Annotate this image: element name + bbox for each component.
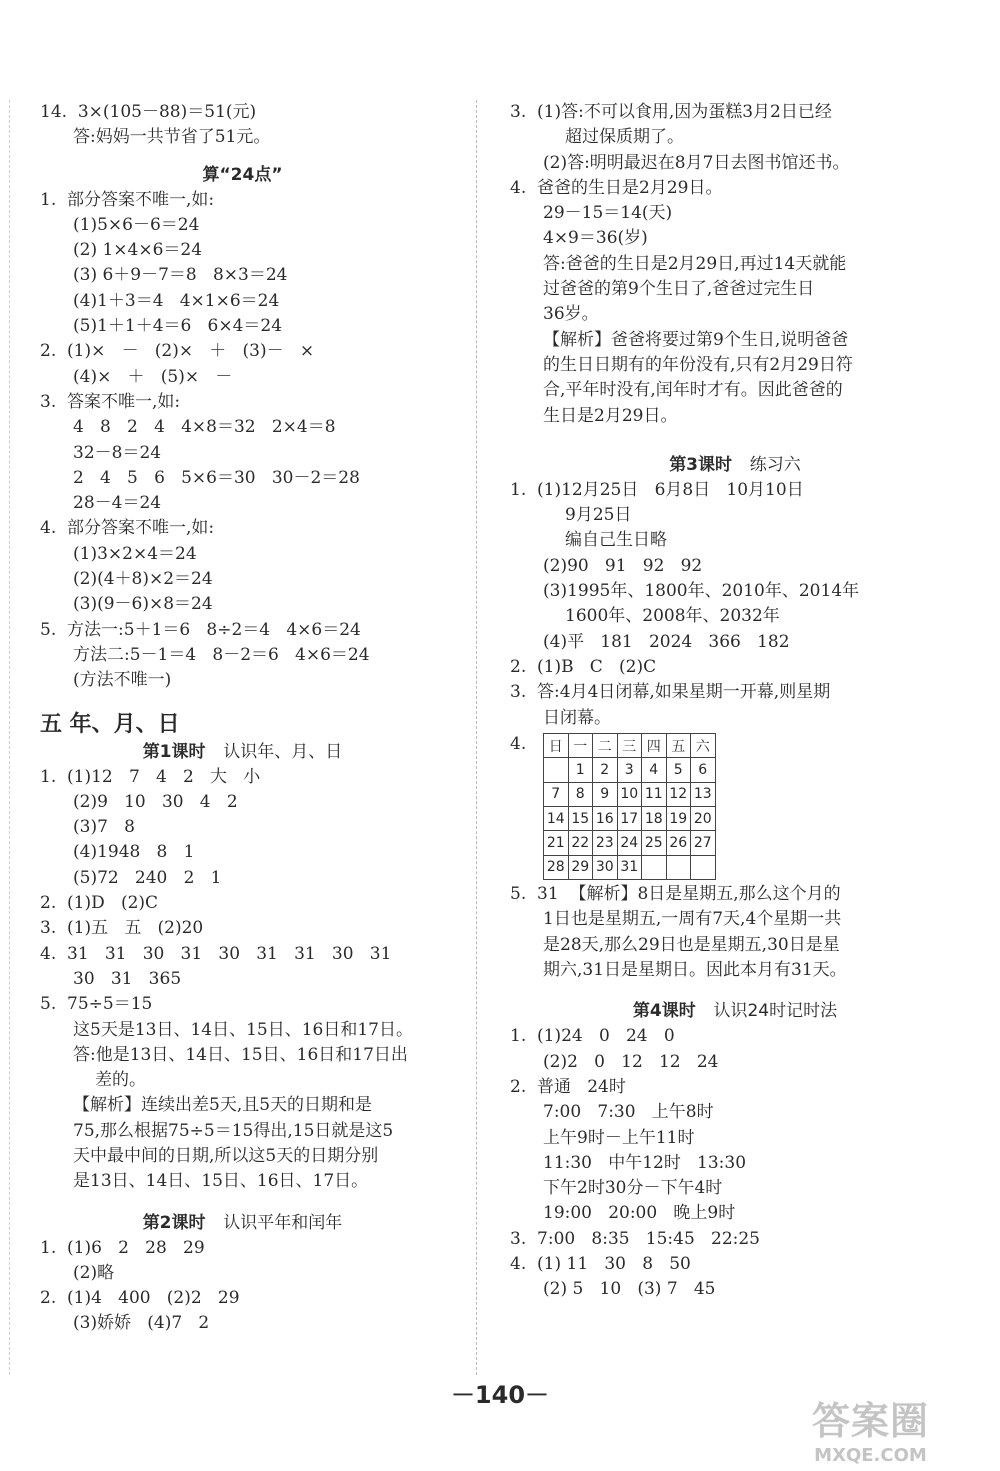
calendar-day-cell: 21 [544,831,569,855]
answer-line: 这5天是13日、14日、15日、16日和17日。 [73,1019,413,1040]
answer-line: 答:他是13日、14日、15日、16日和17日出 [73,1044,408,1065]
lesson-1-heading [40,740,445,765]
answer-line: 超过保质期了。 [565,127,684,148]
answer-line: (2)(4＋8)×2＝24 [73,569,213,590]
calendar-day-cell [691,855,716,879]
column-divider [476,100,477,1375]
lesson-4-title: 第4课时 [632,1001,696,1022]
answer-line: 9月25日 [565,505,632,526]
analysis-line: 期六,31日是星期日。因此本月有31天。 [543,960,847,981]
watermark-logo [812,1390,929,1466]
answer-line: 日闭幕。 [543,707,611,728]
answer-line: 7:00 7:30 上午8时 [543,1102,714,1123]
calendar-day-cell: 1 [568,758,593,782]
answer-line: 下午2时30分－下午4时 [543,1178,723,1199]
watermark-text: 答案圈 [812,1399,930,1443]
weekday-header-cell: 六 [691,733,716,757]
calendar-day-cell: 26 [666,831,691,855]
answer-line: (2) 5 10 (3) 7 45 [543,1279,716,1300]
calendar-day-cell: 3 [617,758,642,782]
answer-line: 1600年、2008年、2032年 [565,606,780,627]
weekday-header-cell: 二 [593,733,618,757]
calendar-day-cell: 30 [593,855,618,879]
answer-line: (1)3×2×4＝24 [73,543,197,564]
lesson-4-subtitle: 认识24时记时法 [713,1001,838,1022]
calendar-answer [510,733,960,880]
answer-line: 2. (1)D (2)C [40,893,159,914]
answer-line: 28－4＝24 [73,493,162,514]
answer-line: 答:爸爸的生日是2月29日,再过14天就能 [543,253,847,274]
calendar-day-cell: 17 [617,807,642,831]
answer-line: 19:00 20:00 晚上9时 [543,1203,736,1224]
answer-line: (3)(9－6)×8＝24 [73,594,213,615]
answer-line: 3. (1)五 五 (2)20 [40,918,204,939]
analysis-line: 是28天,那么29日也是星期五,30日是星 [543,934,840,955]
calendar-week-row [544,782,716,806]
calendar-day-cell: 4 [642,758,667,782]
answer-line: 2. (1)B C (2)C [510,656,657,677]
answer-line: 4. 31 31 30 31 30 31 31 30 31 [40,943,392,964]
right-column [510,100,960,1303]
lesson-1-title: 第1课时 [142,741,206,762]
page-number: －140－ [450,1381,550,1409]
answer-line: 2 4 5 6 5×6＝30 30－2＝28 [73,467,360,488]
lesson-3-title: 第3课时 [669,454,733,475]
answer-line: (5)1＋1＋4＝6 6×4＝24 [73,316,283,337]
lesson-3-heading [510,453,960,478]
answer-line: 3. 答:4月4日闭幕,如果星期一开幕,则星期 [510,682,831,703]
calendar-day-cell: 2 [593,758,618,782]
weekday-header-cell: 三 [617,733,642,757]
answer-line: (4)平 181 2024 366 182 [543,631,790,652]
answer-line: 4. (1) 11 30 8 50 [510,1254,691,1275]
calendar-week-row [544,807,716,831]
weekday-header-cell: 日 [544,733,569,757]
analysis-line: 【解析】连续出差5天,且5天的日期和是 [73,1095,373,1116]
answer-line: 过爸爸的第9个生日了,爸爸过完生日 [543,279,815,300]
answer-line: (5)72 240 2 1 [73,867,222,888]
answer-line: 4. 部分答案不唯一,如: [40,518,215,539]
calendar-day-cell: 24 [617,831,642,855]
answer-line: 3. 7:00 8:35 15:45 22:25 [510,1228,760,1249]
analysis-line: 1日也是星期五,一周有7天,4个星期一共 [543,909,842,930]
calendar-day-cell: 12 [666,782,691,806]
calendar-day-cell: 19 [666,807,691,831]
analysis-line: 的生日日期有的年份没有,只有2月29日符 [543,354,853,375]
analysis-line: 生日是2月29日。 [543,405,678,426]
answer-line: (4)× ＋ (5)× － [73,366,233,387]
calendar-day-cell: 13 [691,782,716,806]
answer-line: (2)略 [73,1262,115,1283]
answer-line: 4×9＝36(岁) [543,228,648,249]
answer-line: 1. (1)12月25日 6月8日 10月10日 [510,479,804,500]
answer-line: 30 31 365 [73,968,182,989]
answer-line: 2. (1)4 400 (2)2 29 [40,1288,240,1309]
lesson-2-title: 第2课时 [142,1212,206,1233]
weekday-header-cell: 一 [568,733,593,757]
left-margin-rule [9,100,10,1375]
answer-line: 1. 部分答案不唯一,如: [40,189,215,210]
weekday-header-cell: 五 [666,733,691,757]
answer-line: 1. (1)24 0 24 0 [510,1026,675,1047]
answer-line: (3) 6＋9－7＝8 8×3＝24 [73,265,288,286]
answer-line: 14. 3×(105－88)＝51(元) [40,102,257,122]
calendar-day-cell: 28 [544,855,569,879]
left-column [40,100,445,1337]
answer-line: 答:妈妈一共节省了51元。 [73,127,271,148]
answer-line: 5. 31 【解析】8日是星期五,那么这个月的 [510,884,841,905]
analysis-line: 【解析】爸爸将要过第9个生日,说明爸爸 [543,329,849,350]
question-number: 4. [510,733,527,754]
answer-line: 1. (1)12 7 4 2 大 小 [40,766,261,787]
answer-line: 4 8 2 4 4×8＝32 2×4＝8 [73,417,336,438]
answer-line: 36岁。 [543,304,599,325]
calendar-day-cell: 14 [544,807,569,831]
answer-line: 3. (1)答:不可以食用,因为蛋糕3月2日已经 [510,102,832,122]
answer-line: 1. (1)6 2 28 29 [40,1237,205,1258]
analysis-line: 合,平年时没有,闰年时才有。因此爸爸的 [543,380,843,401]
calendar-day-cell: 8 [568,782,593,806]
calendar-day-cell: 6 [691,758,716,782]
answer-line: (3)娇娇 (4)7 2 [73,1313,210,1334]
calendar-week-row [544,855,716,879]
answer-line: 4. 爸爸的生日是2月29日。 [510,177,723,198]
answer-line: (3)1995年、1800年、2010年、2014年 [543,581,860,602]
calendar-week-row [544,758,716,782]
lesson-4-heading [510,999,960,1024]
calendar-day-cell [666,855,691,879]
answer-line: 2. (1)× － (2)× ＋ (3)－ × [40,341,315,362]
calendar-week-row [544,831,716,855]
answer-line: (4)1＋3＝4 4×1×6＝24 [73,290,280,311]
calendar-day-cell: 9 [593,782,618,806]
answer-line: 11:30 中午12时 13:30 [543,1152,747,1173]
calendar-grid [543,733,716,880]
lesson-2-subtitle: 认识平年和闰年 [223,1212,343,1233]
answer-line: (4)1948 8 1 [73,842,195,863]
calendar-day-cell: 18 [642,807,667,831]
lesson-3-subtitle: 练习六 [749,454,801,475]
calendar-day-cell [544,758,569,782]
calendar-day-cell: 22 [568,831,593,855]
answer-line: (3)7 8 [73,817,135,838]
analysis-line: 是13日、14日、15日、16日、17日。 [73,1171,369,1192]
answer-line: (方法不唯一) [73,670,172,691]
calendar-day-cell [642,855,667,879]
calendar-day-cell: 23 [593,831,618,855]
answer-line: 上午9时－上午11时 [543,1127,695,1148]
calendar-day-cell: 29 [568,855,593,879]
answer-line: 2. 普通 24时 [510,1076,626,1097]
answer-line: (2)2 0 12 12 24 [543,1051,719,1072]
chapter-title: 五 年、月、日 [40,711,180,737]
calendar-day-cell: 5 [666,758,691,782]
analysis-line: 75,那么根据75÷5＝15得出,15日就是这5 [73,1120,394,1141]
lesson-1-subtitle: 认识年、月、日 [223,741,343,762]
answer-line: 5. 方法一:5＋1＝6 8÷2＝4 4×6＝24 [40,619,361,640]
calendar-day-cell: 25 [642,831,667,855]
answer-line: (2) 1×4×6＝24 [73,240,203,261]
calendar-day-cell: 31 [617,855,642,879]
lesson-2-heading [40,1211,445,1236]
calendar-day-cell: 10 [617,782,642,806]
weekday-header-cell: 四 [642,733,667,757]
section-title-24-points: 算“24点” [202,164,283,185]
answer-line: (2)9 10 30 4 2 [73,791,238,812]
calendar-day-cell: 16 [593,807,618,831]
answer-line: 32－8＝24 [73,442,162,463]
answer-line: 3. 答案不唯一,如: [40,391,181,412]
answer-line: 29－15＝14(天) [543,203,673,224]
answer-line: 方法二:5－1＝4 8－2＝6 4×6＝24 [73,644,370,665]
answer-line: 差的。 [95,1070,146,1091]
answer-line: (2)90 91 92 92 [543,555,703,576]
calendar-day-cell: 27 [691,831,716,855]
calendar-header-row [544,733,716,757]
calendar-day-cell: 15 [568,807,593,831]
answer-line: (1)5×6－6＝24 [73,214,200,235]
calendar-day-cell: 20 [691,807,716,831]
calendar-day-cell: 7 [544,782,569,806]
watermark-url: MXQE.COM [814,1445,927,1466]
answer-line: (2)答:明明最迟在8月7日去图书馆还书。 [543,152,850,173]
answer-line: 编自己生日略 [565,530,667,551]
calendar-day-cell: 11 [642,782,667,806]
analysis-line: 天中最中间的日期,所以这5天的日期分别 [73,1145,379,1166]
answer-line: 5. 75÷5＝15 [40,994,153,1015]
